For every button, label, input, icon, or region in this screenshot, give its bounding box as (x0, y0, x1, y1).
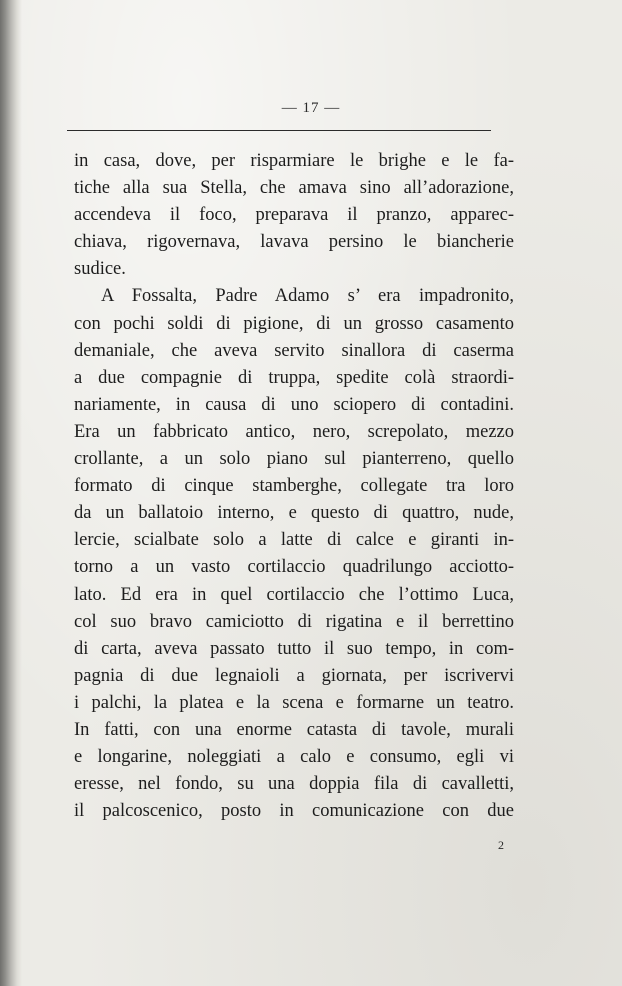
text-line: i palchi, la platea e la scena e formarne un teatro. (74, 692, 514, 713)
book-binding-edge (0, 0, 22, 986)
text-line: accendeva il foco, preparava il pranzo, apparec- (74, 205, 514, 226)
text-line: in casa, dove, per risparmiare le brighe e le fa- (74, 151, 514, 171)
text-line: pagnia di due legnaioli a giornata, per iscrivervi (74, 665, 514, 686)
text-line: crollante, a un solo piano sul pianterreno, quello (74, 449, 514, 470)
text-line: eresse, nel fondo, su una doppia fila di cavalletti, (74, 774, 514, 795)
text-line: A Fossalta, Padre Adamo s’ era impadronito, (101, 286, 514, 307)
text-line: e longarine, noleggiati a calo e consumo, egli vi (74, 747, 514, 768)
text-line: demaniale, che aveva servito sinallora di caserma (74, 340, 514, 361)
text-line: nariamente, in causa di uno sciopero di contadini. (74, 394, 514, 415)
text-line: col suo bravo camiciotto di rigatina e il berrettino (74, 611, 514, 632)
text-line: da un ballatoio interno, e questo di quattro, nude, (74, 503, 514, 524)
page-number: — 17 — (281, 100, 341, 116)
signature-mark: 2 (498, 838, 504, 852)
text-line: di carta, aveva passato tutto il suo tempo, in com- (74, 638, 514, 659)
text-line: In fatti, con una enorme catasta di tavole, murali (74, 719, 514, 740)
text-line: formato di cinque stamberghe, collegate tra loro (74, 476, 514, 497)
body-text (74, 148, 514, 825)
header-rule (67, 130, 491, 131)
text-line: Era un fabbricato antico, nero, screpolato, mezzo (74, 421, 514, 442)
text-line: torno a un vasto cortilaccio quadrilungo acciotto- (74, 557, 514, 578)
text-line: a due compagnie di truppa, spedite colà straordi- (74, 367, 514, 388)
text-line: il palcoscenico, posto in comunicazione con due (74, 801, 514, 822)
text-line: con pochi soldi di pigione, di un grosso casamento (74, 313, 514, 334)
text-line: sudice. (74, 259, 126, 280)
text-line: chiava, rigovernava, lavava persino le biancherie (74, 232, 514, 253)
text-line: tiche alla sua Stella, che amava sino all’adorazione, (74, 178, 514, 199)
text-line: lato. Ed era in quel cortilaccio che l’ottimo Luca, (74, 584, 514, 605)
text-line: lercie, scialbate solo a latte di calce e giranti in- (74, 530, 514, 551)
